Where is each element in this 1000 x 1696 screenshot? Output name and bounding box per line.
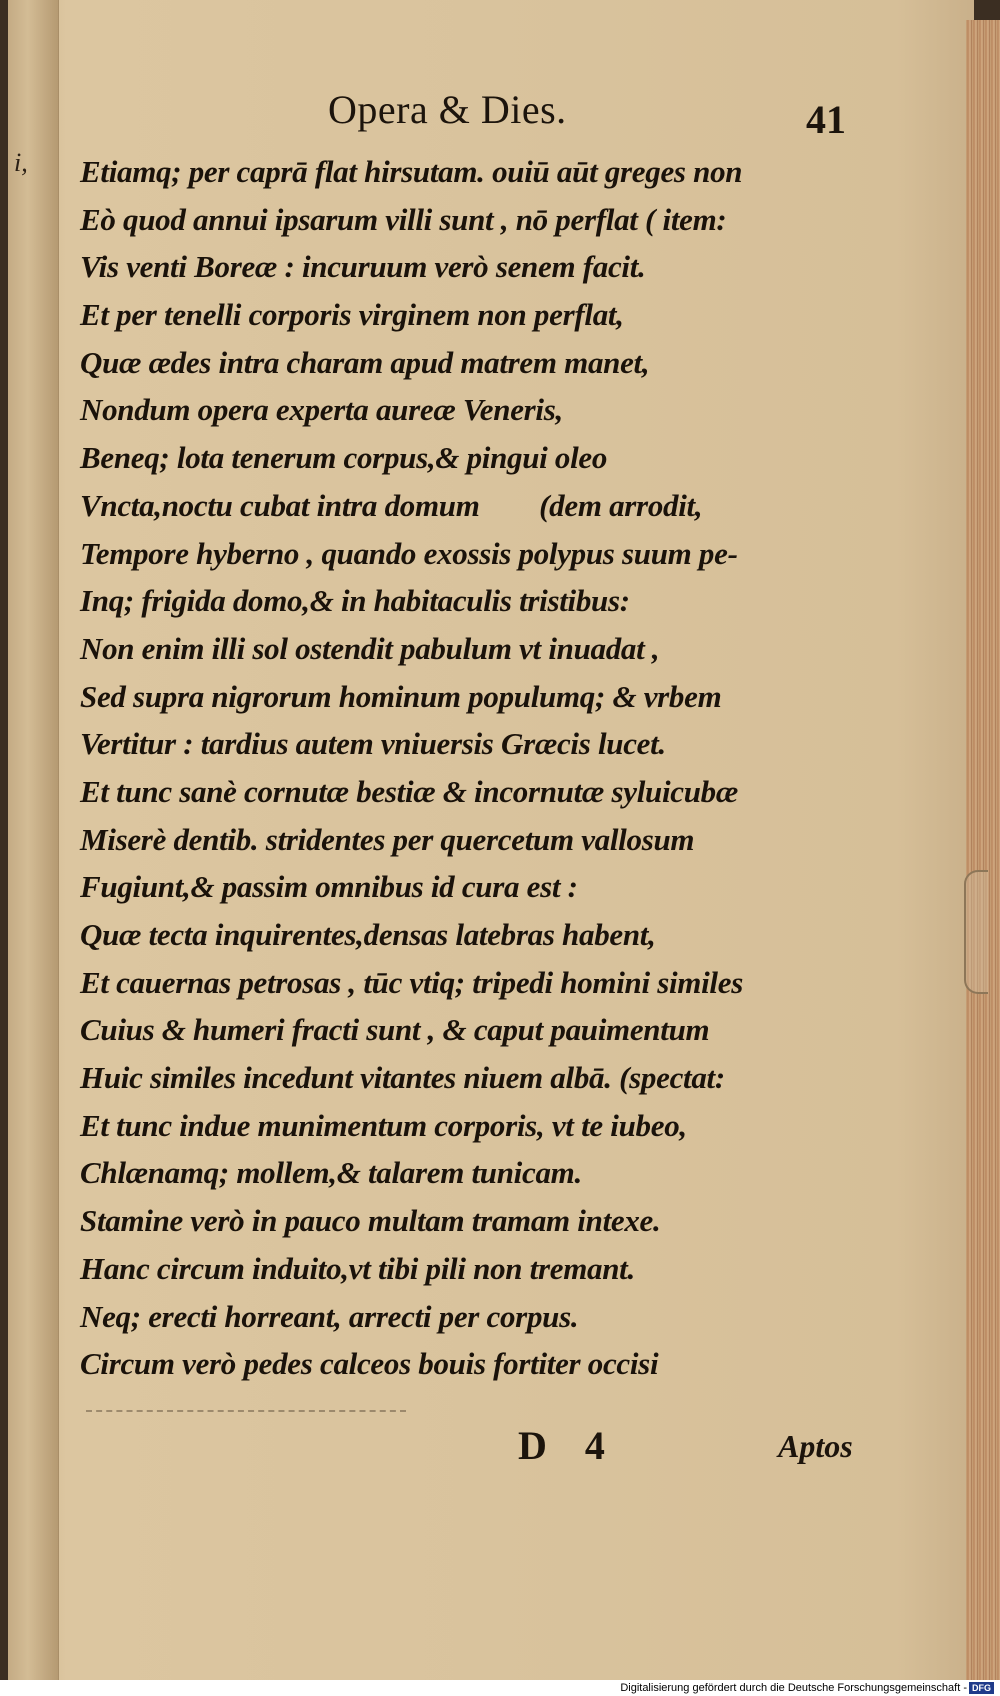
verse-line: Et tunc sanè cornutæ bestiæ & incornutæ syluicubæ <box>80 773 738 809</box>
verse-line: Beneq; lota tenerum corpus,& pingui oleo <box>80 440 608 476</box>
verse-line: Circum verò pedes calceos bouis fortiter occisi <box>80 1346 659 1382</box>
verse-line: Sed supra nigrorum hominum populumq; & vrbem <box>80 678 722 714</box>
verse-line: Et tunc indue munimentum corporis, vt te iubeo, <box>80 1107 687 1143</box>
verse-line: Hanc circum induito,vt tibi pili non tremant. <box>80 1250 635 1286</box>
credit-text: Digitalisierung gefördert durch die Deutsche Forschungsgemeinschaft - <box>620 1682 967 1694</box>
facing-page-edge <box>8 0 59 1680</box>
dfg-logo: DFG <box>969 1682 994 1694</box>
verse-line: Tempore hyberno , quando exossis polypus suum pe- <box>80 535 738 571</box>
edge-clip <box>964 870 988 994</box>
verse-text-block <box>80 148 880 1388</box>
verse-line: Vis venti Boreæ : incuruum verò senem facit. <box>80 249 646 285</box>
verse-line: Fugiunt,& passim omnibus id cura est : <box>80 869 578 905</box>
verse-line: Et cauernas petrosas , tūc vtiq; tripedi homini similes <box>80 964 743 1000</box>
verse-line: Neq; erecti horreant, arrecti per corpus. <box>80 1298 579 1334</box>
verse-line: Eò quod annui ipsarum villi sunt , nō perflat ( item: <box>80 201 727 237</box>
digitization-credit <box>620 1680 994 1696</box>
page-number: 41 <box>806 97 846 142</box>
verse-line: Nondum opera experta aureæ Veneris, <box>80 392 563 428</box>
gutter-mark: i, <box>14 148 28 177</box>
running-head: Opera & Dies. <box>328 87 567 132</box>
verse-line: Inq; frigida domo,& in habitaculis tristibus: <box>80 583 630 619</box>
verse-line: Huic similes incedunt vitantes niuem albā. (spectat: <box>80 1060 725 1096</box>
verse-line: Non enim illi sol ostendit pabulum vt inuadat , <box>80 630 660 666</box>
verse-line: Quæ ædes intra charam apud matrem manet, <box>80 344 650 380</box>
book-page <box>8 0 974 1680</box>
verse-line: Et per tenelli corporis virginem non perflat, <box>80 297 624 333</box>
verse-line: Vncta,noctu cubat intra domum (dem arrodit, <box>80 487 703 523</box>
verse-line: Vertitur : tardius autem vniuersis Græcis lucet. <box>80 726 666 762</box>
verse-line: Cuius & humeri fracti sunt , & caput pauimentum <box>80 1012 710 1048</box>
verse-line: Miserè dentib. stridentes per quercetum vallosum <box>80 821 695 857</box>
verse-line: Chlænamq; mollem,& talarem tunicam. <box>80 1155 582 1191</box>
verse-line: Etiamq; per caprā flat hirsutam. ouiū aūt greges non <box>80 154 743 189</box>
footer-rule <box>86 1410 406 1412</box>
catchword: Aptos <box>778 1428 853 1464</box>
signature-mark: D 4 <box>518 1423 619 1468</box>
page-edges <box>966 20 1000 1680</box>
verse-line: Quæ tecta inquirentes,densas latebras habent, <box>80 917 656 952</box>
verse-line: Stamine verò in pauco multam tramam intexe. <box>80 1203 661 1239</box>
